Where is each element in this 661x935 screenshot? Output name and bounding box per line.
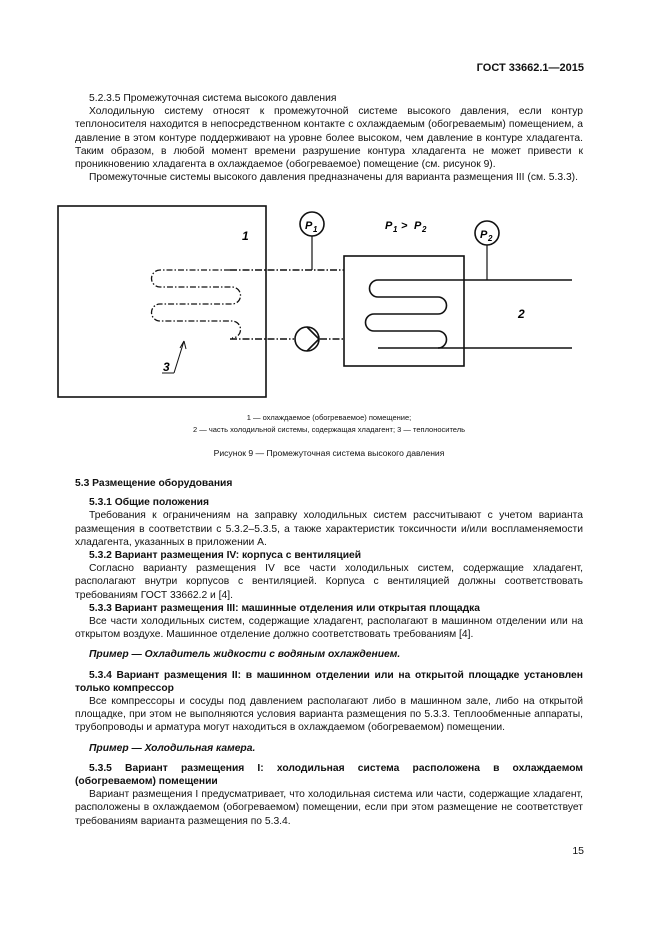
section-5-3	[75, 477, 583, 828]
relation-sign: >	[401, 220, 408, 232]
paragraph: Вариант размещения I предусматривает, что холодильная система или части, содержащие хладагент, расположены в охлаждаемом (обогреваемом) помещении, если при этом размещение не соответствует требованиям варианта размещения по 5.3.4.	[75, 789, 583, 827]
paragraph: Требования к ограничениям на заправку холодильных систем рассчитывают с учетом варианта размещения в соответствии с 5.3.2–5.3.5, а также характеристик токсичности и/или воспламеняемости хладагента, указанных в приложении А.	[75, 510, 583, 548]
room-box	[58, 206, 266, 397]
paragraph: Холодильную систему относят к промежуточной системе высокого давления, если контур теплоносителя находится в непосредственном контакте с охлаждаемым (обогреваемым) помещением, а давление в этом контуре поддерживают на уровне более высоком, чем давление в контуре хладагента. Таким образом, в любой момент времени разрушение контура хладагента не может привести к проникновению хладагента в охлаждаемое (обогреваемое) помещение (см. рисунок 9).	[75, 106, 583, 171]
subsection-title: 5.3.3 Вариант размещения III: машинные отделения или открытая площадка	[89, 602, 481, 614]
example: Пример — Холодильная камера.	[89, 742, 256, 754]
relation-p2: P	[414, 220, 422, 232]
label-3-leader	[174, 341, 184, 373]
label-room: 1	[242, 229, 249, 243]
p2-subscript: 2	[488, 234, 493, 243]
paragraph: Промежуточные системы высокого давления предназначены для варианта размещения III (см. 5.3.3).	[89, 172, 578, 184]
legend-line: 1 — охлаждаемое (обогреваемое) помещение;	[246, 413, 412, 422]
relation-p1-sub: 1	[393, 225, 398, 234]
subsection-title: 5.3.5 Вариант размещения I: холодильная система расположена в охлаждаемом (обогреваемом) помещении	[75, 762, 583, 788]
p1-label: P	[305, 220, 313, 232]
subsection-title: 5.3.1 Общие положения	[89, 497, 209, 509]
figure-legend	[75, 412, 583, 436]
exchanger-coil	[366, 280, 447, 348]
legend-line: 2 — часть холодильной системы, содержащая хладагент; 3 — теплоноситель	[192, 425, 466, 434]
paragraph: Все части холодильных систем, содержащие хладагент, располагают в машинном отделении или на открытом воздухе. Машинное отделение должно соответствовать требованиям [4].	[75, 616, 583, 641]
subsection-title: 5.3.2 Вариант размещения IV: корпуса с вентиляцией	[89, 550, 362, 562]
p1-subscript: 1	[313, 225, 318, 234]
pump-icon	[295, 327, 319, 351]
subsection-title: 5.3.4 Вариант размещения II: в машинном отделении или на открытой площадке установлен только компрессор	[75, 669, 583, 694]
heat-exchanger-box	[344, 256, 464, 366]
relation-p1: P	[385, 220, 393, 232]
section-title: 5.2.3.5 Промежуточная система высокого давления	[89, 93, 337, 104]
relation-p2-sub: 2	[422, 225, 427, 234]
example: Пример — Охладитель жидкости с водяным охлаждением.	[89, 649, 401, 661]
label-heat-carrier: 3	[163, 360, 170, 374]
figure-caption: Рисунок 9 — Промежуточная система высокого давления	[213, 448, 445, 458]
paragraph: Согласно варианту размещения IV все части холодильных систем, содержащие хладагент, располагают внутри корпусов с вентиляцией. Корпуса с вентиляцией должны соответствовать требованиям ГОСТ 33662.2 и [4].	[75, 563, 583, 601]
page-number: 15	[572, 845, 584, 857]
document-header: ГОСТ 33662.1—2015	[476, 62, 584, 74]
section-title: 5.3 Размещение оборудования	[75, 478, 233, 489]
room-coil	[152, 270, 241, 338]
p2-label: P	[480, 229, 488, 241]
label-refrigerant-part: 2	[518, 307, 525, 321]
paragraph: Все компрессоры и сосуды под давлением располагают либо в машинном зале, либо на открытой площадке, при этом не выполняются условия варианта размещения по 5.3.3. Теплообменные аппараты, трубопроводы и арматура могут находиться в охлаждаемом (обогреваемом) помещении.	[75, 696, 583, 734]
